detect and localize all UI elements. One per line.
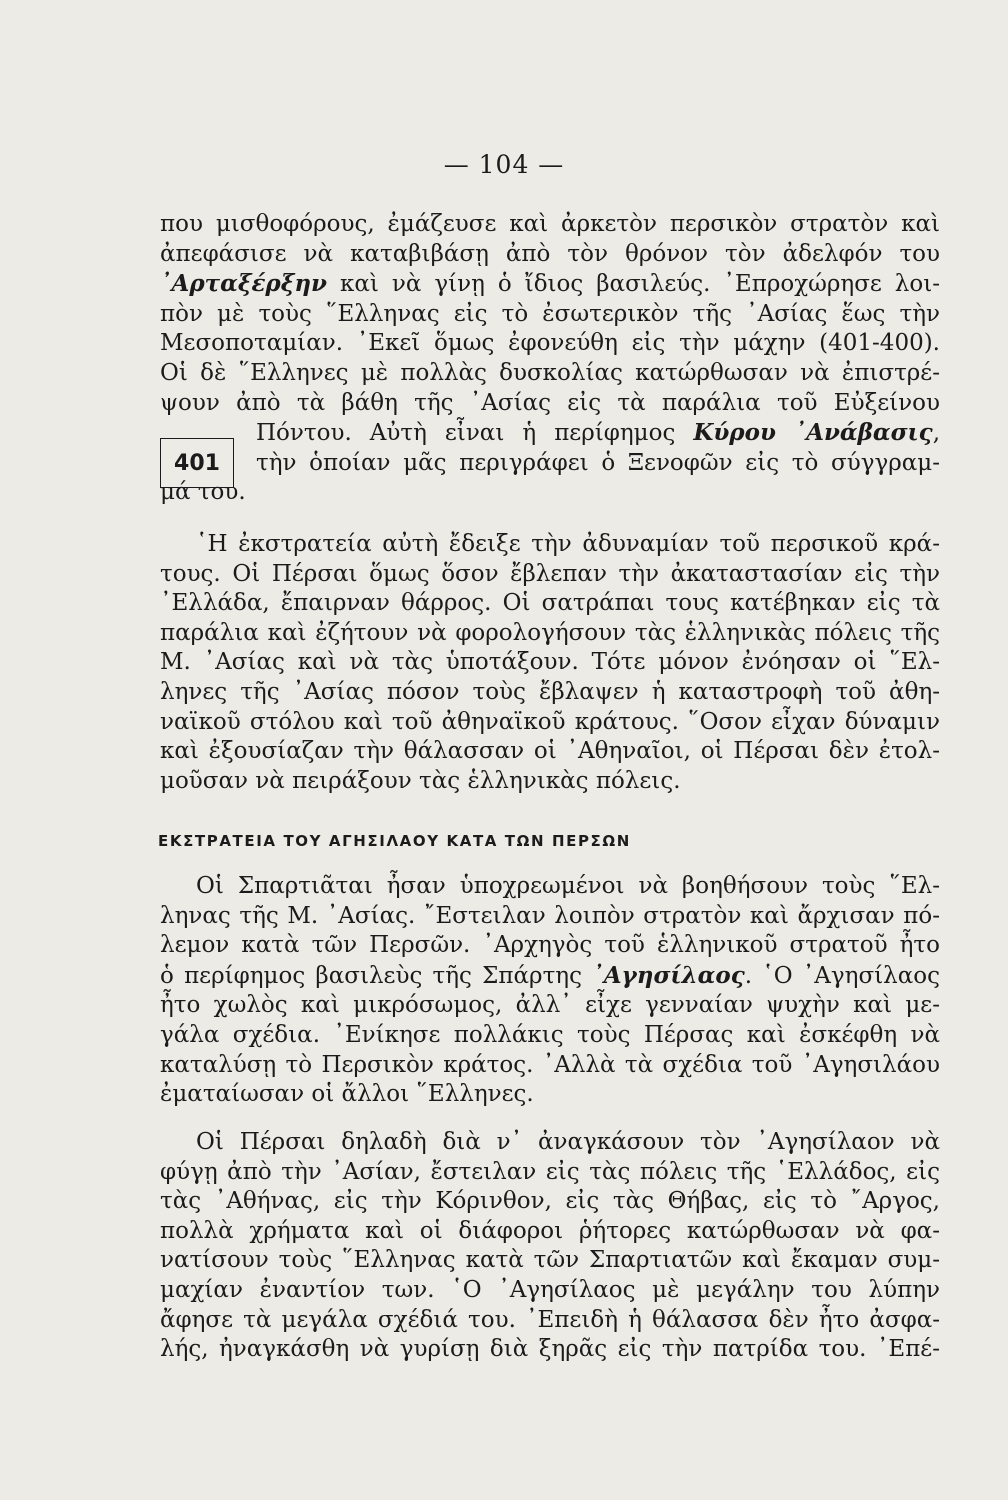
emphasis-title: Κύρου ᾿Ανάβασις xyxy=(693,419,933,447)
text-line xyxy=(160,269,940,300)
text-line xyxy=(160,418,940,449)
paragraph-1 xyxy=(160,210,940,508)
text-line: ἦτο χωλὸς καὶ μικρόσωμος, ἀλλ᾿ εἶχε γενναίαν ψυχὴν καὶ με- xyxy=(160,992,940,1019)
text-line: Οἱ δὲ ῞Ελληνες μὲ πολλὰς δυσκολίας κατώρθωσαν νὰ ἐπιστρέ- xyxy=(160,359,940,386)
emphasis-name: ᾿Αρταξέρξην xyxy=(160,270,328,298)
text-line: παράλια καὶ ἐζήτουν νὰ φορολογήσουν τὰς ἑλληνικὰς πόλεις τῆς xyxy=(160,619,940,646)
text-line: λεμον κατὰ τῶν Περσῶν. ᾿Αρχηγὸς τοῦ ἑλληνικοῦ στρατοῦ ἦτο xyxy=(160,932,940,959)
text-line: μά του. xyxy=(160,479,246,506)
text-line: ληνες τῆς ᾿Ασίας πόσον τοὺς ἔβλαψεν ἡ καταστροφὴ τοῦ ἀθη- xyxy=(160,678,940,705)
text-line: φύγῃ ἀπὸ τὴν ᾿Ασίαν, ἔστειλαν εἰς τὰς πόλεις τῆς ῾Ελλάδος, εἰς xyxy=(160,1158,940,1185)
text-line: καταλύσῃ τὸ Περσικὸν κράτος. ᾿Αλλὰ τὰ σχέδια τοῦ ᾿Αγησιλάου xyxy=(160,1051,940,1078)
text-line: νατίσουν τοὺς ῞Ελληνας κατὰ τῶν Σπαρτιατῶν καὶ ἔκαμαν συμ- xyxy=(160,1247,940,1274)
text-line: ᾿Ελλάδα, ἔπαιρναν θάρρος. Οἱ σατράπαι τους κατέβηκαν εἰς τὰ xyxy=(160,590,940,617)
text-line: ναϊκοῦ στόλου καὶ τοῦ ἀθηναϊκοῦ κράτους. ῞Οσον εἶχαν δύναμιν xyxy=(160,708,940,735)
text-line: λής, ἠναγκάσθη νὰ γυρίσῃ διὰ ξηρᾶς εἰς τὴν πατρίδα του. ᾿Επέ- xyxy=(160,1336,940,1363)
text-line xyxy=(160,961,940,992)
text-line: Οἱ Πέρσαι δηλαδὴ διὰ ν᾿ ἀναγκάσουν τὸν ᾿Αγησίλαον νὰ xyxy=(196,1129,940,1155)
text-line: που μισθοφόρους, ἐμάζευσε καὶ ἀρκετὸν περσικὸν στρατὸν καὶ xyxy=(160,211,940,237)
text-line: Μεσοποταμίαν. ᾿Εκεῖ ὅμως ἐφονεύθη εἰς τὴν μάχην (401-400). xyxy=(160,330,940,357)
text-line: τὴν ὁποίαν μᾶς περιγράφει ὁ Ξενοφῶν εἰς τὸ σύγγραμ- xyxy=(256,449,940,476)
text-line: Μ. ᾿Ασίας καὶ νὰ τὰς ὑποτάξουν. Τότε μόνον ἐνόησαν οἱ ῞Ελ- xyxy=(160,649,940,676)
text-line: γάλα σχέδια. ᾿Ενίκησε πολλάκις τοὺς Πέρσας καὶ ἐσκέφθη νὰ xyxy=(160,1021,940,1048)
text-line: Οἱ Σπαρτιᾶται ἦσαν ὑποχρεωμένοι νὰ βοηθήσουν τοὺς ῞Ελ- xyxy=(196,873,940,899)
paragraph-4 xyxy=(160,1128,940,1365)
text-fragment: . ῾Ο ᾿Αγησίλαος xyxy=(744,962,941,989)
text-line: τὰς ᾿Αθήνας, εἰς τὴν Κόρινθον, εἰς τὰς Θήβας, εἰς τὸ ῎Αργος, xyxy=(160,1188,940,1215)
text-line: πολλὰ χρήματα καὶ οἱ διάφοροι ῥήτορες κατώρθωσαν νὰ φα- xyxy=(160,1217,940,1244)
text-line: πὸν μὲ τοὺς ῞Ελληνας εἰς τὸ ἐσωτερικὸν τῆς ᾿Ασίας ἕως τὴν xyxy=(160,300,940,327)
emphasis-name: ᾿Αγησίλαος xyxy=(592,961,745,989)
text-line: ληνας τῆς Μ. ᾿Ασίας. ῎Εστειλαν λοιπὸν στρατὸν καὶ ἄρχισαν πό- xyxy=(160,902,940,929)
text-line: τους. Οἱ Πέρσαι ὅμως ὅσον ἔβλεπαν τὴν ἀκαταστασίαν εἰς τὴν xyxy=(160,560,940,587)
text-fragment: Πόντου. Αὐτὴ εἶναι ἡ περίφημος xyxy=(256,420,694,447)
paragraph-2 xyxy=(160,530,940,796)
text-line: μοῦσαν νὰ πειράξουν τὰς ἑλληνικὰς πόλεις. xyxy=(160,767,681,794)
text-line: καὶ ἐξουσίαζαν τὴν θάλασσαν οἱ ᾿Αθηναῖοι, οἱ Πέρσαι δὲν ἐτολ- xyxy=(160,738,940,765)
page-number: — 104 — xyxy=(443,150,565,179)
text-line: ἄφησε τὰ μεγάλα σχέδιά του. ᾿Επειδὴ ἡ θάλασσα δὲν ἦτο ἀσφα- xyxy=(160,1306,940,1333)
text-fragment: καὶ νὰ γίνῃ ὁ ἴδιος βασιλεύς. ᾿Επροχώρησε λοι- xyxy=(327,271,940,298)
text-line: ἀπεφάσισε νὰ καταβιβάσῃ ἀπὸ τὸν θρόνον τὸν ἀδελφόν του xyxy=(160,240,940,267)
paragraph-3 xyxy=(160,872,940,1110)
text-line: ῾Η ἐκστρατεία αὐτὴ ἔδειξε τὴν ἀδυναμίαν τοῦ περσικοῦ κρά- xyxy=(196,531,940,557)
margin-date-box: 401 xyxy=(160,438,234,488)
text-line: ψουν ἀπὸ τὰ βάθη τῆς ᾿Ασίας εἰς τὰ παράλια τοῦ Εὐξείνου xyxy=(160,389,940,416)
text-fragment: ὁ περίφημος βασιλεὺς τῆς Σπάρτης xyxy=(160,962,593,989)
text-fragment: , xyxy=(932,420,941,447)
section-heading: ΕΚΣΤΡΑΤΕΙΑ ΤΟΥ ΑΓΗΣΙΛΑΟΥ ΚΑΤΑ ΤΩΝ ΠΕΡΣΩΝ xyxy=(158,832,631,850)
text-line: μαχίαν ἐναντίον των. ῾Ο ᾿Αγησίλαος μὲ μεγάλην του λύπην xyxy=(160,1276,940,1303)
text-line: ἐματαίωσαν οἱ ἄλλοι ῞Ελληνες. xyxy=(160,1081,534,1108)
